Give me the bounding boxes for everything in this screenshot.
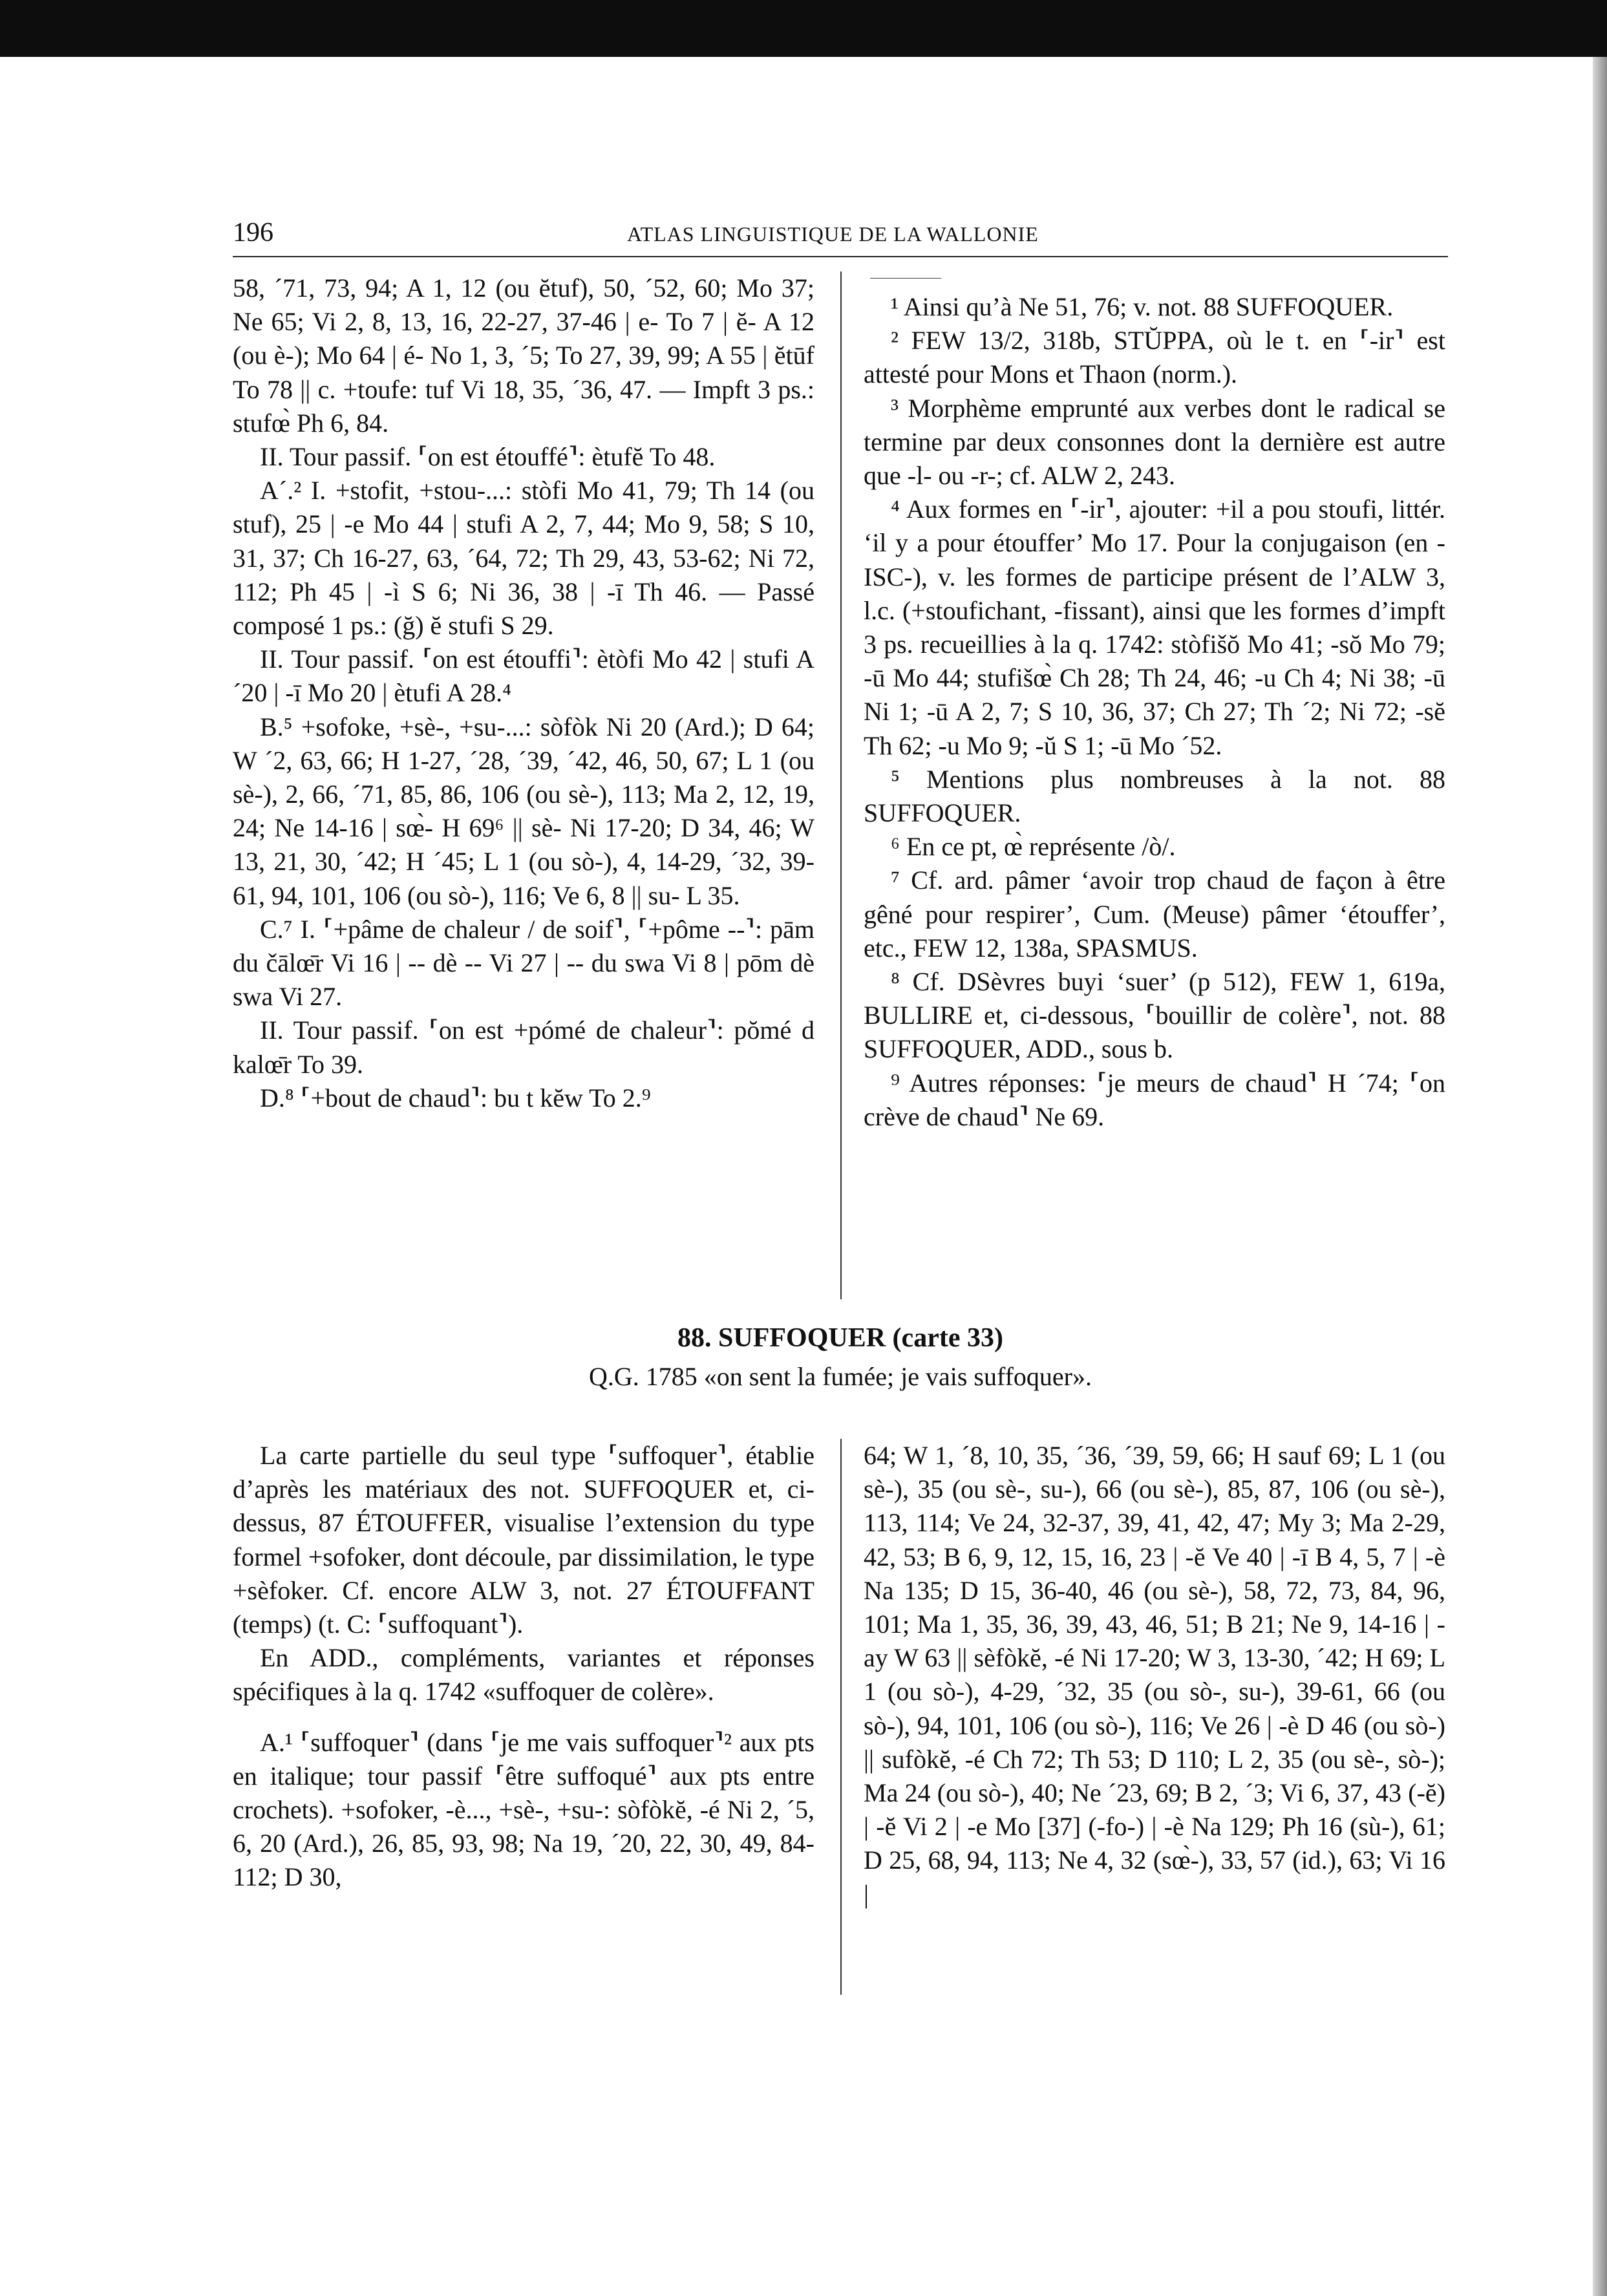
bottom-columns	[233, 1439, 1448, 1995]
left-column-top	[233, 271, 839, 1299]
paragraph: II. Tour passif. ⸢on est étouffé⸣: ètufĕ To 48.	[260, 442, 716, 472]
article-heading	[233, 1319, 1448, 1396]
scan-top-border	[0, 0, 1607, 57]
running-head: ATLAS LINGUISTIQUE DE LA WALLONIE	[627, 222, 1039, 246]
column-divider	[840, 1439, 842, 1995]
paragraph: B.⁵ +sofoke, +sè-, +su-...: sòfòk Ni 20 (Ard.); D 64; W ´2, 63, 66; H 1-27, ´28, ´39, ´42, 46, 50, 67; L 1 (ou sè-), 2, 66, ´71, 85, 86, 106 (ou sè-), 113; Ma 2, 12, 19, 24; Ne 14-16 | sœ̀- H 69⁶ || sè- Ni 17-20; D 34, 46; W 13, 21, 30, ´42; H ´45; L 1 (ou sò-), 4, 14-29, ´32, 39-61, 94, 101, 106 (ou sò-), 116; Ve 6, 8 || su- L 35.	[233, 712, 814, 910]
paragraph: En ADD., compléments, variantes et réponses spécifiques à la q. 1742 «suffoquer de colère».	[233, 1643, 814, 1706]
paragraph: A.¹ ⸢suffoquer⸣ (dans ⸢je me vais suffoquer⸣² aux pts en italique; tour passif ⸢être suffoqué⸣ aux pts entre crochets). +sofoker, -è..., +sè-, +su-: sòfòkĕ, -é Ni 2, ´5, 6, 20 (Ard.), 26, 85, 93, 98; Na 19, ´20, 22, 30, 49, 84-112; D 30,	[233, 1727, 814, 1892]
footnote: ⁴ Aux formes en ⸢-ir⸣, ajouter: +il a pou stoufi, littér. ‘il y a pour étouffer’ Mo 17. Pour la conjugaison (en -ISC-), v. les formes de participe présent de l’ALW 3, l.c. (+stoufichant, -fissant), ainsi que les formes d’impft 3 ps. recueillies à la q. 1742: stòfišŏ Mo 41; -sŏ Mo 79; -ū Mo 44; stufišœ̀ Ch 28; Th 24, 46; -u Ch 4; Ni 38; -ū Ni 1; -ū A 2, 7; S 10, 36, 37; Ch 27; Th ´2; Ni 72; -sĕ Th 62; -u Mo 9; -ŭ S 1; -ū Mo ´52.	[864, 494, 1445, 760]
paragraph: 64; W 1, ´8, 10, 35, ´36, ´39, 59, 66; H sauf 69; L 1 (ou sè-), 35 (ou sè-, su-), 66 (ou sè-), 85, 87, 106 (ou sè-), 113, 114; Ve 24, 32-37, 39, 41, 42, 47; My 3; Ma 2-29, 42, 53; B 6, 9, 12, 15, 16, 23 | -ĕ Ve 40 | -ī B 4, 5, 7 | -è Na 135; D 15, 36-40, 46 (ou sè-), 58, 72, 73, 84, 96, 101; Ma 1, 35, 36, 39, 43, 46, 51; B 21; Ne 9, 14-16 | -ay W 63 || sèfòkĕ, -é Ni 17-20; W 3, 13-30, ´42; H 69; L 1 (ou sò-), 4-29, ´32, 35 (ou sò-, su-), 39-61, 66 (ou sò-), 94, 101, 106 (ou sò-), 116; Ve 26 | -è D 46 (ou sò-) || sufòkĕ, -é Ch 72; Th 53; D 110; L 2, 35 (ou sè-, sò-); Ma 24 (ou sò-), 40; Ne ´23, 69; B 2, ´3; Vi 6, 37, 43 (-ĕ) | -ĕ Vi 2 | -e Mo [37] (-fo-) | -è Na 129; Ph 16 (sù-), 61; D 25, 68, 94, 113; Ne 4, 32 (sœ̀-), 33, 57 (id.), 63; Vi 16 |	[864, 1441, 1445, 1909]
footnote: ⁷ Cf. ard. pâmer ‘avoir trop chaud de façon à être gêné pour respirer’, Cum. (Meuse) pâmer ‘étouffer’, etc., FEW 12, 138a, SPASMUS.	[864, 866, 1445, 962]
paragraph: D.⁸ ⸢+bout de chaud⸣: bu t kĕw To 2.⁹	[260, 1083, 651, 1112]
footnote: ⁶ En ce pt, œ̀ représente /ò/.	[891, 832, 1176, 862]
footnote: ⁵ Mentions plus nombreuses à la not. 88 SUFFOQUER.	[864, 764, 1445, 828]
paragraph: C.⁷ I. ⸢+pâme de chaleur / de soif⸣, ⸢+pôme --⸣: pām du čālœ̄r Vi 16 | -- dè -- Vi 27 | -- du swa Vi 8 | pōm dè swa Vi 27.	[233, 914, 814, 1012]
article-question: Q.G. 1785 «on sent la fumée; je vais suffoquer».	[589, 1362, 1092, 1391]
footnote: ³ Morphème emprunté aux verbes dont le radical se termine par deux consonnes dont la dernière est autre que -l- ou -r-; cf. ALW 2, 243.	[864, 393, 1445, 491]
right-column-bottom	[839, 1439, 1445, 1995]
paragraph: II. Tour passif. ⸢on est étouffi⸣: ètòfi Mo 42 | stufi A ´20 | -ī Mo 20 | ètufi A 28.⁴	[233, 644, 814, 708]
article-title: 88. SUFFOQUER (carte 33)	[677, 1323, 1003, 1353]
page-header	[233, 213, 1448, 257]
footnote-rule	[870, 278, 941, 279]
footnote: ¹ Ainsi qu’à Ne 51, 76; v. not. 88 SUFFOQUER.	[891, 292, 1394, 321]
left-column-bottom	[233, 1439, 839, 1995]
footnote: ⁹ Autres réponses: ⸢je meurs de chaud⸣ H ´74; ⸢on crève de chaud⸣ Ne 69.	[864, 1068, 1445, 1131]
paragraph: La carte partielle du seul type ⸢suffoquer⸣, établie d’après les matériaux des not. SUFFOQUER et, ci-dessus, 87 ÉTOUFFER, visualise l’extension du type formel +sofoker, dont découle, par dissimilation, le type +sèfoker. Cf. encore ALW 3, not. 27 ÉTOUFFANT (temps) (t. C: ⸢suffoquant⸣).	[233, 1441, 814, 1639]
top-columns	[233, 271, 1448, 1299]
paragraph: 58, ´71, 73, 94; A 1, 12 (ou ĕtuf), 50, ´52, 60; Mo 37; Ne 65; Vi 2, 8, 13, 16, 22-27, 37-46 | e- To 7 | ĕ- A 12 (ou è-); Mo 64 | é- No 1, 3, ´5; To 27, 39, 99; A 55 | ĕtūf To 78 || c. +toufe: tuf Vi 18, 35, ´36, 47. — Impft 3 ps.: stufœ̀ Ph 6, 84.	[233, 273, 814, 438]
paragraph: II. Tour passif. ⸢on est +pómé de chaleur⸣: pŏmé d kalœ̄r To 39.	[233, 1015, 814, 1079]
footnote: ⁸ Cf. DSèvres buyi ‘suer’ (p 512), FEW 1, 619a, BULLIRE et, ci-dessous, ⸢bouillir de colère⸣, not. 88 SUFFOQUER, ADD., sous b.	[864, 967, 1445, 1064]
paragraph: A´.² I. +stofit, +stou-...: stòfi Mo 41, 79; Th 14 (ou stuf), 25 | -e Mo 44 | stufi A 2, 7, 44; Mo 9, 58; S 10, 31, 37; Ch 16-27, 63, ´64, 72; Th 29, 43, 53-62; Ni 72, 112; Ph 45 | -ì S 6; Ni 36, 38 | -ī Th 46. — Passé composé 1 ps.: (ğ) ĕ stufi S 29.	[233, 476, 814, 641]
column-divider	[840, 271, 842, 1299]
scan-right-edge	[1593, 57, 1607, 2296]
page-number: 196	[233, 218, 273, 248]
footnotes-column	[839, 271, 1445, 1299]
document-page	[233, 213, 1448, 1995]
footnote: ² FEW 13/2, 318b, STŬPPA, où le t. en ⸢-ir⸣ est attesté pour Mons et Thaon (norm.).	[864, 326, 1445, 389]
